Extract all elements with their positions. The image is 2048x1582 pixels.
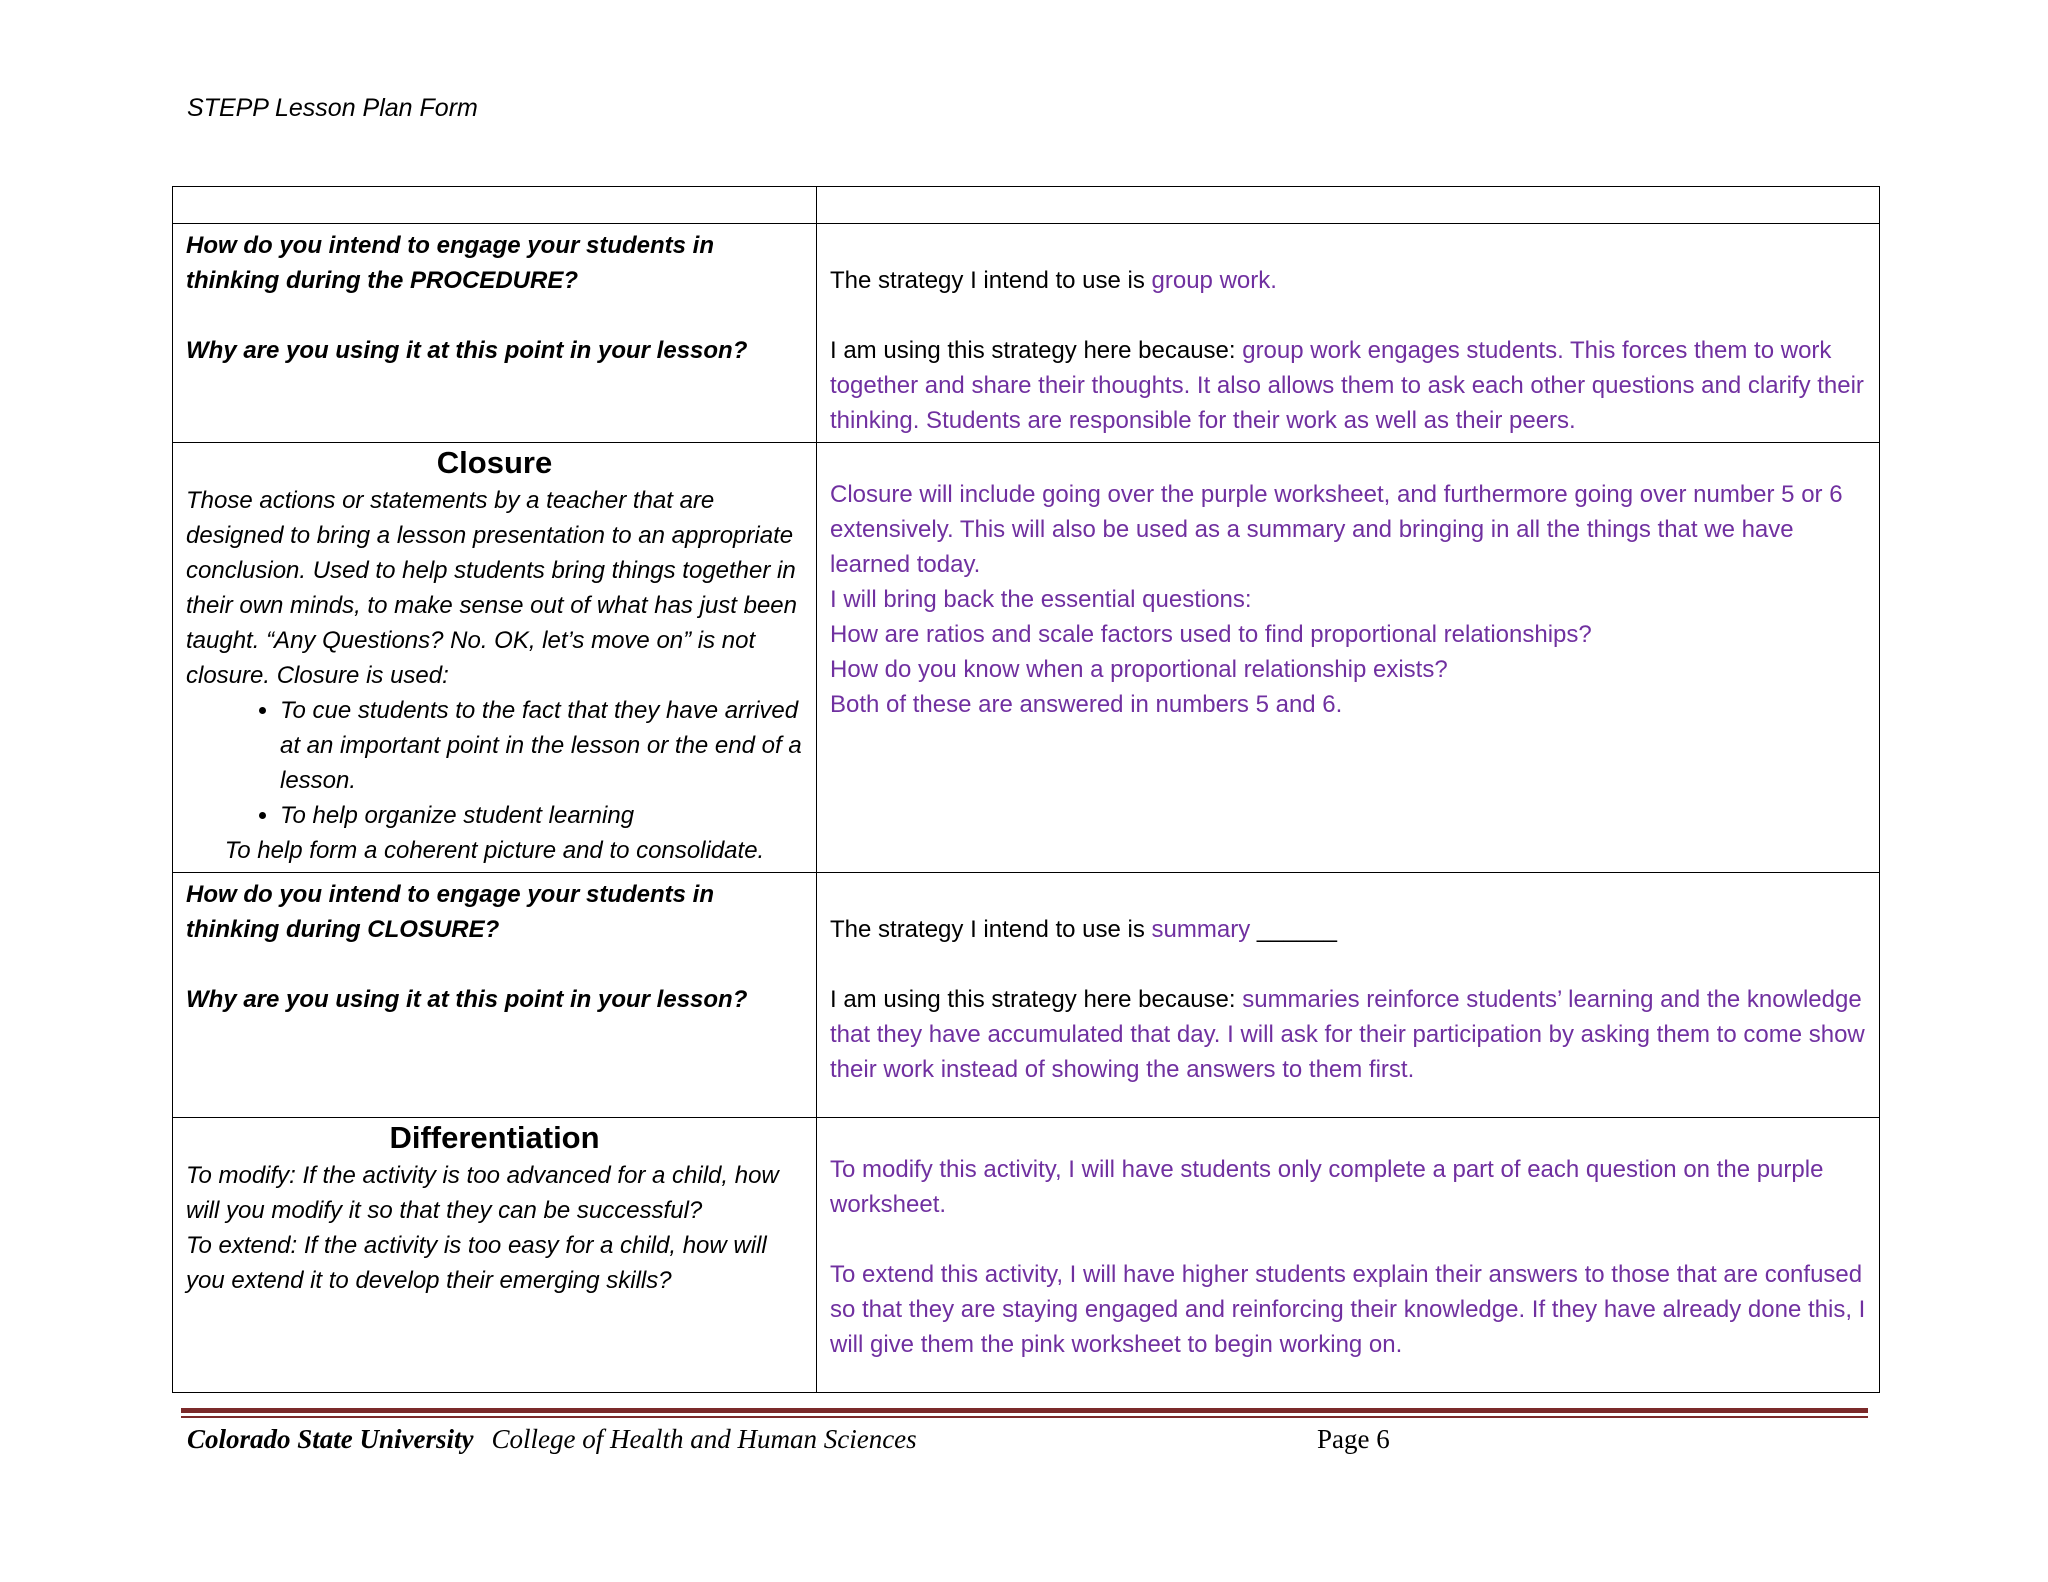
footer-college: College of Health and Human Sciences (491, 1424, 917, 1454)
table-row-empty (173, 187, 1880, 224)
differentiation-response-cell (817, 1118, 1880, 1393)
closure-row (173, 443, 1880, 873)
differentiation-modify-prompt: To modify: If the activity is too advanced for a child, how will you modify it so that they can be successful? (186, 1162, 779, 1224)
closure-title: Closure (436, 445, 553, 480)
closure-strategy-line (830, 912, 1866, 947)
procedure-strategy-value: group work. (1151, 267, 1277, 294)
closure-response-line: Both of these are answered in numbers 5 and 6. (830, 691, 1343, 718)
empty-cell-left (173, 187, 817, 224)
differentiation-extend-response: To extend this activity, I will have higher students explain their answers to those that are confused so that they are staying engaged and reinforcing their knowledge. If they have already done this, I will give them the pink worksheet to begin working on. (830, 1261, 1866, 1358)
footer-rule-thin (181, 1416, 1868, 1418)
procedure-engage-why: Why are you using it at this point in your lesson? (186, 337, 748, 364)
procedure-reason-value: group work engages students. This forces them to work together and share their thoughts. It also allows them to ask each other questions and clarify their thinking. Students are responsible for their work as well as their peers. (830, 337, 1864, 434)
closure-bullet: • To help organize student learning (280, 798, 803, 833)
differentiation-extend-prompt: To extend: If the activity is too easy for a child, how will you extend it to develop their emerging skills? (186, 1232, 767, 1294)
closure-response-line: How are ratios and scale factors used to find proportional relationships? (830, 621, 1592, 648)
procedure-strategy-prefix: The strategy I intend to use is (830, 267, 1152, 294)
footer (187, 1424, 917, 1455)
closure-strategy-prefix: The strategy I intend to use is (830, 916, 1152, 943)
closure-engage-response-cell (817, 873, 1880, 1118)
closure-response-line: How do you know when a proportional relationship exists? (830, 656, 1448, 683)
closure-reason-value: summaries reinforce students’ learning and the knowledge that they have accumulated that day. I will ask for their participation by asking them to come show their work instead of showing the answers to them first. (830, 986, 1865, 1083)
closure-engage-question: How do you intend to engage your students in thinking during CLOSURE? (186, 881, 714, 943)
closure-strategy-blank: ______ (1250, 916, 1337, 943)
closure-description: Those actions or statements by a teacher that are designed to bring a lesson presentation to an appropriate conclusion. Used to help students bring things together in their own minds, to make sense out of what has just been taught. “Any Questions? No. OK, let’s move on” is not closure. Closure is used: (186, 487, 798, 689)
lesson-plan-table (172, 186, 1880, 1393)
procedure-engage-row (173, 224, 1880, 443)
procedure-strategy-line (830, 263, 1866, 298)
closure-engage-prompt-cell (173, 873, 817, 1118)
closure-response-line: I will bring back the essential questions: (830, 586, 1252, 613)
closure-engage-why: Why are you using it at this point in your lesson? (186, 986, 748, 1013)
differentiation-row (173, 1118, 1880, 1393)
footer-page-number: Page 6 (1317, 1424, 1390, 1454)
differentiation-prompt-cell (173, 1118, 817, 1393)
procedure-engage-prompt-cell (173, 224, 817, 443)
empty-cell-right (817, 187, 1880, 224)
closure-bullet: • To cue students to the fact that they have arrived at an important point in the lesson or the end of a lesson. (280, 693, 803, 798)
procedure-reason-prefix: I am using this strategy here because: (830, 337, 1243, 364)
closure-strategy-value: summary (1151, 916, 1251, 943)
closure-engage-row (173, 873, 1880, 1118)
page-header-title: STEPP Lesson Plan Form (187, 94, 478, 122)
closure-prompt-cell (173, 443, 817, 873)
closure-tail: To help form a coherent picture and to consolidate. (224, 837, 765, 864)
closure-response-cell (817, 443, 1880, 873)
closure-response-line: Closure will include going over the purple worksheet, and furthermore going over number 5 or 6 extensively. This will also be used as a summary and bringing in all the things that we have learned today. (830, 481, 1843, 578)
procedure-engage-response-cell (817, 224, 1880, 443)
closure-reason-line (830, 982, 1866, 1087)
footer-university: Colorado State University (187, 1424, 474, 1454)
differentiation-modify-response: To modify this activity, I will have students only complete a part of each question on the purple worksheet. (830, 1156, 1824, 1218)
footer-rule-thick (181, 1408, 1868, 1413)
procedure-reason-line (830, 333, 1866, 438)
closure-reason-prefix: I am using this strategy here because: (830, 986, 1243, 1013)
differentiation-title: Differentiation (389, 1120, 600, 1155)
closure-bullet-list (186, 693, 803, 833)
procedure-engage-question: How do you intend to engage your students in thinking during the PROCEDURE? (186, 232, 714, 294)
